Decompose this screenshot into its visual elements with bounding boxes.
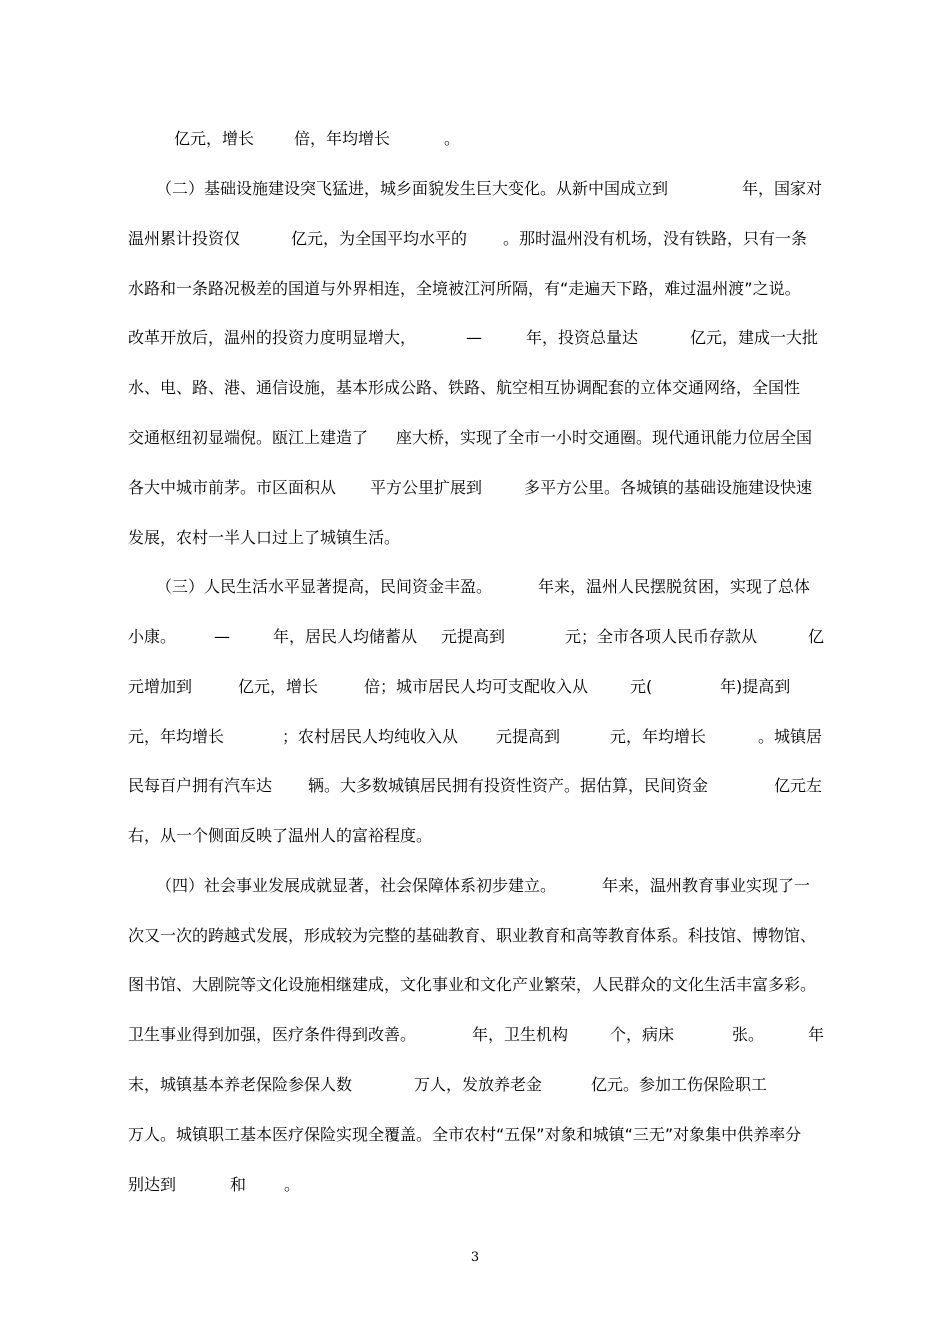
text-fragment: 别达到 — [128, 1175, 177, 1194]
text-fragment: （三）人民生活水平显著提高，民间资金丰盈。 — [156, 577, 493, 596]
text-line — [128, 721, 828, 753]
text-line — [128, 1019, 828, 1051]
text-line — [128, 1119, 828, 1151]
text-line — [128, 173, 828, 205]
text-fragment: — — [466, 328, 482, 347]
text-fragment: 年，居民人均储蓄从 — [273, 627, 418, 646]
text-fragment: 亿元左 — [774, 776, 823, 795]
text-fragment: 图书馆、大剧院等文化设施相继建成，文化事业和文化产业繁荣，人民群众的文化生活丰富多彩。 — [128, 975, 817, 994]
text-fragment: 。 — [444, 129, 461, 148]
text-line — [128, 322, 828, 354]
text-fragment: （二）基础设施建设突飞猛进，城乡面貌发生巨大变化。从新中国成立到 — [156, 179, 669, 198]
text-fragment: 改革开放后，温州的投资力度明显增大， — [128, 328, 417, 347]
text-fragment: 小康。 — [128, 627, 177, 646]
text-line — [128, 472, 828, 504]
text-fragment: 年，国家对 — [742, 179, 823, 198]
text-fragment: 民每百户拥有汽车达 — [128, 776, 273, 795]
text-fragment: 亿 — [808, 627, 825, 646]
text-fragment: 张。 — [732, 1025, 765, 1044]
text-line — [128, 372, 828, 404]
text-fragment: 多平方公里。各城镇的基础设施建设快速 — [524, 478, 813, 497]
text-line — [128, 1169, 828, 1201]
text-fragment: 倍，年均增长 — [294, 129, 391, 148]
text-fragment: 末，城镇基本养老保险参保人数 — [128, 1075, 353, 1094]
text-fragment: 年，投资总量达 — [526, 328, 639, 347]
page-number: 3 — [470, 1250, 480, 1265]
text-fragment: 交通枢纽初显端倪。瓯江上建造了 — [128, 428, 369, 447]
text-line — [128, 422, 828, 454]
text-fragment: 卫生事业得到加强，医疗条件得到改善。 — [128, 1025, 417, 1044]
text-fragment: 水路和一条路况极差的国道与外界相连，全境被江河所隔，有“走遍天下路，难过温州渡”之说。 — [128, 279, 801, 298]
text-fragment: 。城镇居 — [758, 727, 823, 746]
text-line — [128, 273, 828, 305]
text-fragment: — — [214, 627, 230, 646]
text-fragment: 。那时温州没有机场，没有铁路，只有一条 — [503, 229, 808, 248]
text-fragment: 亿元，增长 — [174, 129, 255, 148]
text-fragment: 年来，温州人民摆脱贫困，实现了总体 — [538, 577, 811, 596]
text-fragment: 元增加到 — [128, 677, 193, 696]
text-fragment: 年来，温州教育事业实现了一 — [602, 876, 811, 895]
text-line — [128, 870, 828, 902]
text-fragment: ；农村居民人均纯收入从 — [282, 727, 459, 746]
text-fragment: 倍；城市居民人均可支配收入从 — [364, 677, 589, 696]
text-fragment: （四）社会事业发展成就显著，社会保障体系初步建立。 — [156, 876, 557, 895]
text-fragment: 温州累计投资仅 — [128, 229, 241, 248]
text-fragment: 平方公里扩展到 — [370, 478, 483, 497]
text-fragment: 发展，农村一半人口过上了城镇生活。 — [128, 528, 401, 547]
text-line — [128, 671, 828, 703]
text-fragment: 元提高到 — [441, 627, 506, 646]
text-fragment: 各大中城市前茅。市区面积从 — [128, 478, 337, 497]
text-fragment: 元；全市各项人民币存款从 — [565, 627, 758, 646]
text-fragment: 辆。大多数城镇居民拥有投资性资产。据估算，民间资金 — [308, 776, 709, 795]
text-line — [128, 1069, 828, 1101]
text-fragment: 元，年均增长 — [610, 727, 707, 746]
text-line — [128, 820, 828, 852]
text-fragment: 次又一次的跨越式发展，形成较为完整的基础教育、职业教育和高等教育体系。科技馆、博物馆、 — [128, 926, 817, 945]
text-fragment: 年，卫生机构 — [472, 1025, 569, 1044]
text-fragment: 元提高到 — [496, 727, 561, 746]
text-line — [128, 522, 828, 554]
text-fragment: 亿元。参加工伤保险职工 — [591, 1075, 768, 1094]
text-fragment: 亿元，建成一大批 — [690, 328, 819, 347]
text-fragment: 年 — [808, 1025, 825, 1044]
text-line — [128, 123, 828, 155]
text-fragment: 水、电、路、港、通信设施，基本形成公路、铁路、航空相互协调配套的立体交通网络，全国性 — [128, 378, 801, 397]
text-fragment: 元( — [630, 677, 653, 696]
text-fragment: 。 — [284, 1175, 301, 1194]
text-fragment: 元，年均增长 — [128, 727, 225, 746]
text-fragment: 和 — [230, 1175, 247, 1194]
text-fragment: 年)提高到 — [720, 677, 791, 696]
text-line — [128, 920, 828, 952]
text-line — [128, 969, 828, 1001]
text-line — [128, 223, 828, 255]
text-line — [128, 770, 828, 802]
text-fragment: 万人。城镇职工基本医疗保险实现全覆盖。全市农村“五保”对象和城镇“三无”对象集中供养率分 — [128, 1125, 802, 1144]
text-fragment: 亿元，为全国平均水平的 — [291, 229, 468, 248]
text-fragment: 座大桥，实现了全市一小时交通圈。现代通讯能力位居全国 — [396, 428, 813, 447]
text-line — [128, 621, 828, 653]
text-fragment: 亿元，增长 — [238, 677, 319, 696]
text-fragment: 个，病床 — [610, 1025, 675, 1044]
text-line — [128, 571, 828, 603]
text-fragment: 右，从一个侧面反映了温州人的富裕程度。 — [128, 826, 433, 845]
text-fragment: 万人，发放养老金 — [414, 1075, 543, 1094]
